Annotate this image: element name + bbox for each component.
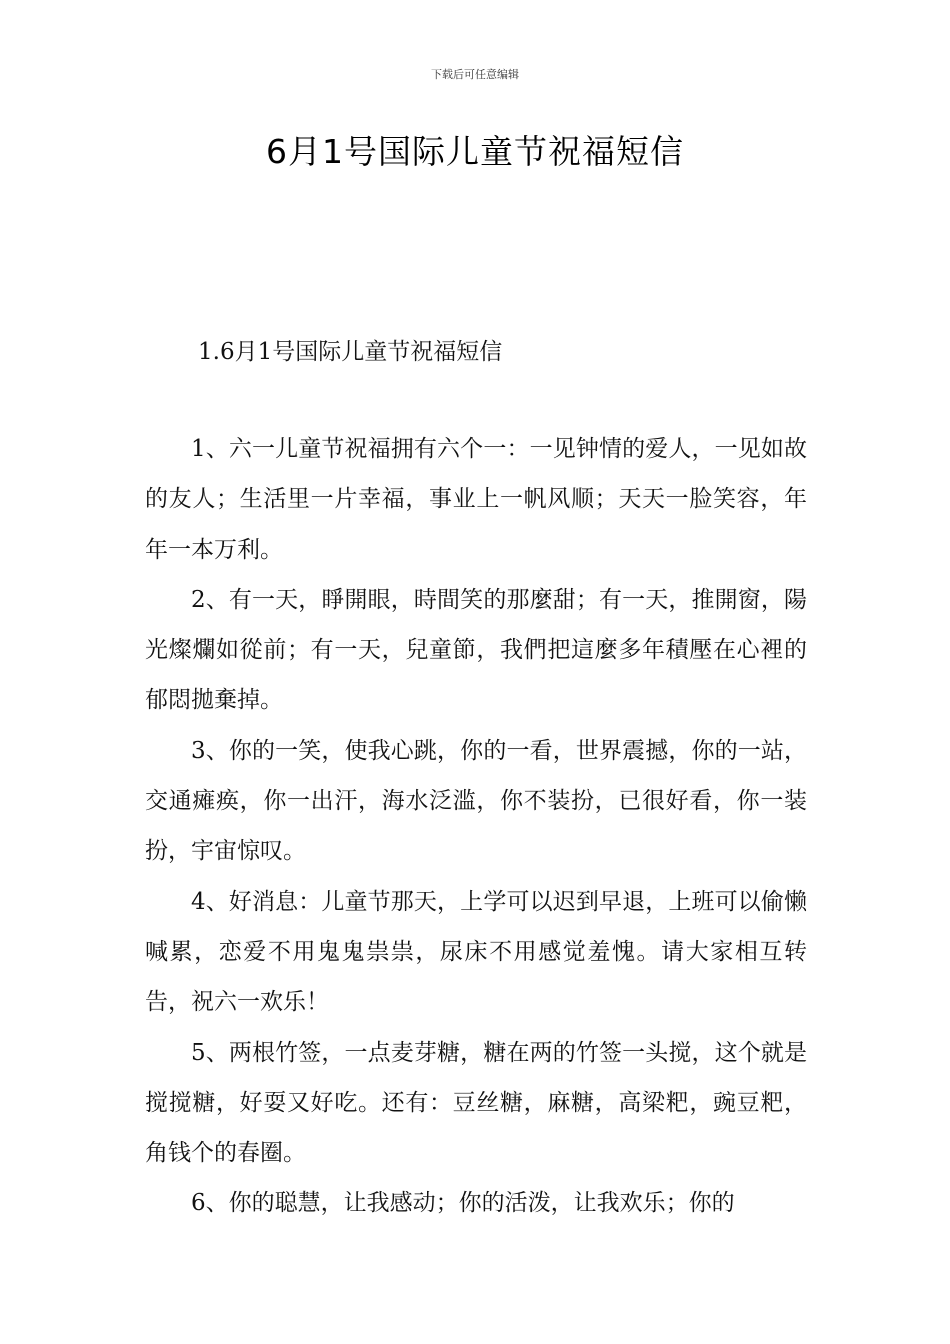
paragraph-6: 6、你的聪慧，让我感动；你的活泼，让我欢乐；你的 — [191, 1190, 735, 1217]
section-heading: 1.6月1号国际儿童节祝福短信 — [198, 339, 503, 365]
paragraph-2: 2、有一天，睜開眼，時間笑的那麼甜；有一天，推開窗，陽光燦爛如從前；有一天，兒童節，我們把這麼多年積壓在心裡的郁悶拋棄掉。 — [145, 586, 807, 714]
paragraph-4: 4、好消息：儿童节那天，上学可以迟到早退，上班可以偷懒喊累，恋爱不用鬼鬼祟祟，尿床不用感觉羞愧。请大家相互转告，祝六一欢乐！ — [145, 888, 807, 1016]
paragraph-1: 1、六一儿童节祝福拥有六个一：一见钟情的爱人，一见如故的友人；生活里一片幸福，事业上一帆风顺；天天一脸笑容，年年一本万利。 — [145, 436, 807, 563]
document-title: 6月1号国际儿童节祝福短信 — [266, 132, 684, 171]
paragraph-5: 5、两根竹签，一点麦芽糖，糖在两的竹签一头搅，这个就是搅搅糖，好耍又好吃。还有：豆丝糖，麻糖，高梁粑，豌豆粑，角钱个的春圈。 — [145, 1039, 807, 1167]
header-note: 下载后可任意编辑 — [431, 68, 519, 81]
paragraph-3: 3、你的一笑，使我心跳，你的一看，世界震撼，你的一站，交通瘫痪，你一出汗，海水泛滥，你不装扮，已很好看，你一装扮，宇宙惊叹。 — [145, 737, 807, 865]
document-body — [145, 424, 807, 1229]
